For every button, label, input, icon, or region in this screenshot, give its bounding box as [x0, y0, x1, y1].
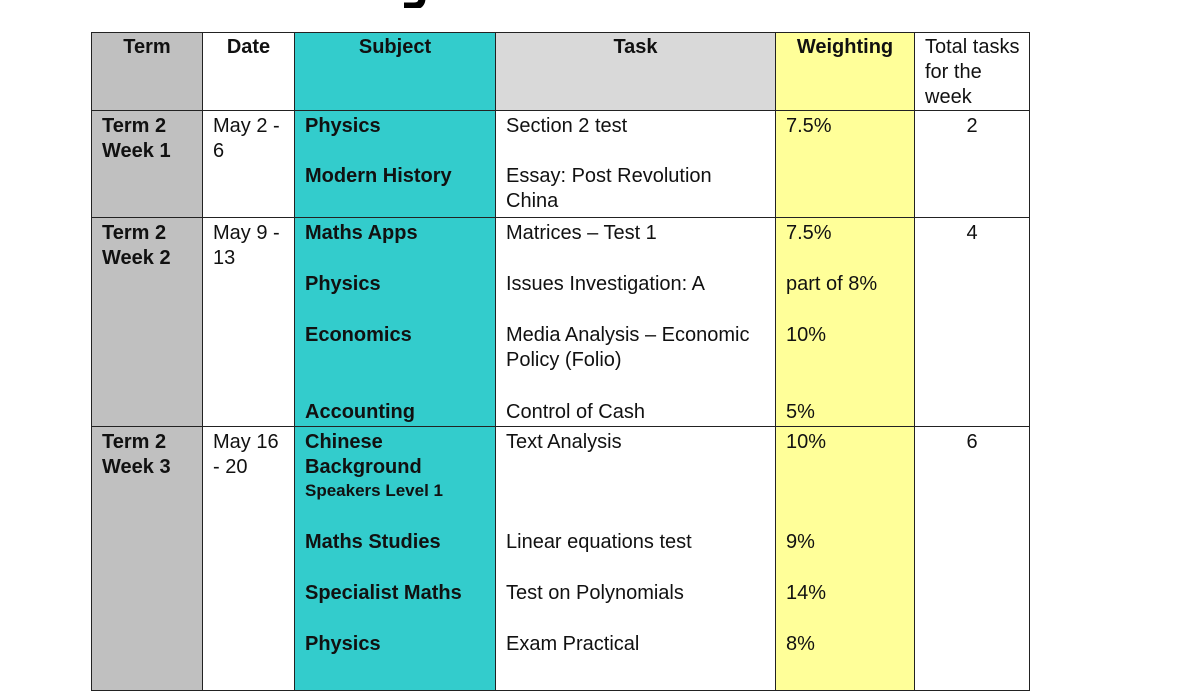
subject-subtitle: Speakers Level 1 — [305, 481, 443, 500]
subject-name: Chinese Background — [305, 431, 422, 478]
weighting-cell — [776, 218, 915, 427]
task-stack — [506, 114, 765, 217]
task-cell — [496, 427, 776, 691]
subject-entry — [305, 632, 485, 690]
week-row — [92, 111, 1030, 218]
task-entry: Exam Practical — [506, 633, 640, 655]
weighting-entry: 14% — [786, 582, 827, 604]
subject-stack — [305, 114, 485, 217]
date-label: May 2 - 6 — [213, 115, 280, 162]
table-body — [92, 111, 1030, 691]
date-label: May 9 - 13 — [213, 222, 280, 269]
task-cell — [496, 111, 776, 218]
subject-name: Physics — [305, 115, 381, 137]
header-total-tasks: Total tasks for the week — [915, 33, 1030, 111]
header-term: Term — [92, 33, 203, 111]
subject-name: Economics — [305, 324, 412, 346]
header-task: Task — [496, 33, 776, 111]
subject-entry — [305, 323, 485, 400]
weighting-entry: 10% — [786, 431, 827, 453]
term-label: Term 2 Week 1 — [102, 115, 171, 162]
task-entry: Matrices – Test 1 — [506, 222, 657, 244]
task-entry: Control of Cash — [506, 401, 645, 423]
date-cell — [203, 427, 295, 691]
page-title-fragment — [272, 0, 482, 8]
task-entry: Linear equations test — [506, 531, 692, 553]
title-descender-strokes — [272, 0, 482, 8]
term-cell — [92, 218, 203, 427]
weighting-entry: 5% — [786, 401, 815, 423]
header-row — [92, 33, 1030, 111]
total-tasks-cell — [915, 427, 1030, 691]
weighting-stack — [786, 114, 904, 217]
task-entry: Test on Polynomials — [506, 582, 684, 604]
subject-name: Physics — [305, 633, 381, 655]
weighting-entry: 10% — [786, 324, 827, 346]
subject-entry — [305, 272, 485, 323]
subject-cell — [295, 111, 496, 218]
date-cell — [203, 111, 295, 218]
task-entry: Issues Investigation: A — [506, 273, 706, 295]
subject-entry — [305, 114, 485, 164]
subject-entry — [305, 530, 485, 581]
subject-stack — [305, 221, 485, 426]
assessment-schedule-table — [91, 32, 1030, 691]
total-tasks-cell — [915, 111, 1030, 218]
subject-stack — [305, 430, 485, 690]
term-label: Term 2 Week 2 — [102, 222, 171, 269]
subject-cell — [295, 427, 496, 691]
total-tasks-cell — [915, 218, 1030, 427]
weighting-entry: part of 8% — [786, 273, 878, 295]
total-tasks-value: 2 — [966, 115, 978, 137]
weighting-entry: 8% — [786, 633, 815, 655]
header-weighting: Weighting — [776, 33, 915, 111]
weighting-stack — [786, 430, 904, 690]
header-subject: Subject — [295, 33, 496, 111]
subject-entry — [305, 581, 485, 632]
subject-name: Modern History — [305, 165, 452, 187]
subject-name: Maths Studies — [305, 531, 441, 553]
task-cell — [496, 218, 776, 427]
subject-entry — [305, 430, 485, 530]
subject-entry — [305, 164, 485, 217]
week-row — [92, 427, 1030, 691]
subject-entry — [305, 221, 485, 272]
date-cell — [203, 218, 295, 427]
subject-cell — [295, 218, 496, 427]
week-row — [92, 218, 1030, 427]
header-date: Date — [203, 33, 295, 111]
subject-name: Physics — [305, 273, 381, 295]
subject-name: Maths Apps — [305, 222, 418, 244]
total-tasks-value: 4 — [966, 222, 978, 244]
task-entry: Text Analysis — [506, 431, 622, 453]
task-entry: Section 2 test — [506, 115, 628, 137]
weighting-entry — [786, 164, 904, 217]
task-stack — [506, 430, 765, 690]
task-entry: Media Analysis – Economic Policy (Folio) — [506, 324, 750, 371]
term-cell — [92, 427, 203, 691]
weighting-entry: 7.5% — [786, 115, 832, 137]
date-label: May 16 - 20 — [213, 431, 279, 478]
task-stack — [506, 221, 765, 426]
subject-name: Specialist Maths — [305, 582, 462, 604]
term-cell — [92, 111, 203, 218]
weighting-entry: 7.5% — [786, 222, 832, 244]
task-entry: Essay: Post Revolution China — [506, 165, 712, 212]
weighting-entry: 9% — [786, 531, 815, 553]
term-label: Term 2 Week 3 — [102, 431, 171, 478]
subject-entry — [305, 400, 485, 426]
subject-name: Accounting — [305, 401, 415, 423]
weighting-cell — [776, 111, 915, 218]
total-tasks-value: 6 — [966, 431, 978, 453]
weighting-stack — [786, 221, 904, 426]
weighting-cell — [776, 427, 915, 691]
